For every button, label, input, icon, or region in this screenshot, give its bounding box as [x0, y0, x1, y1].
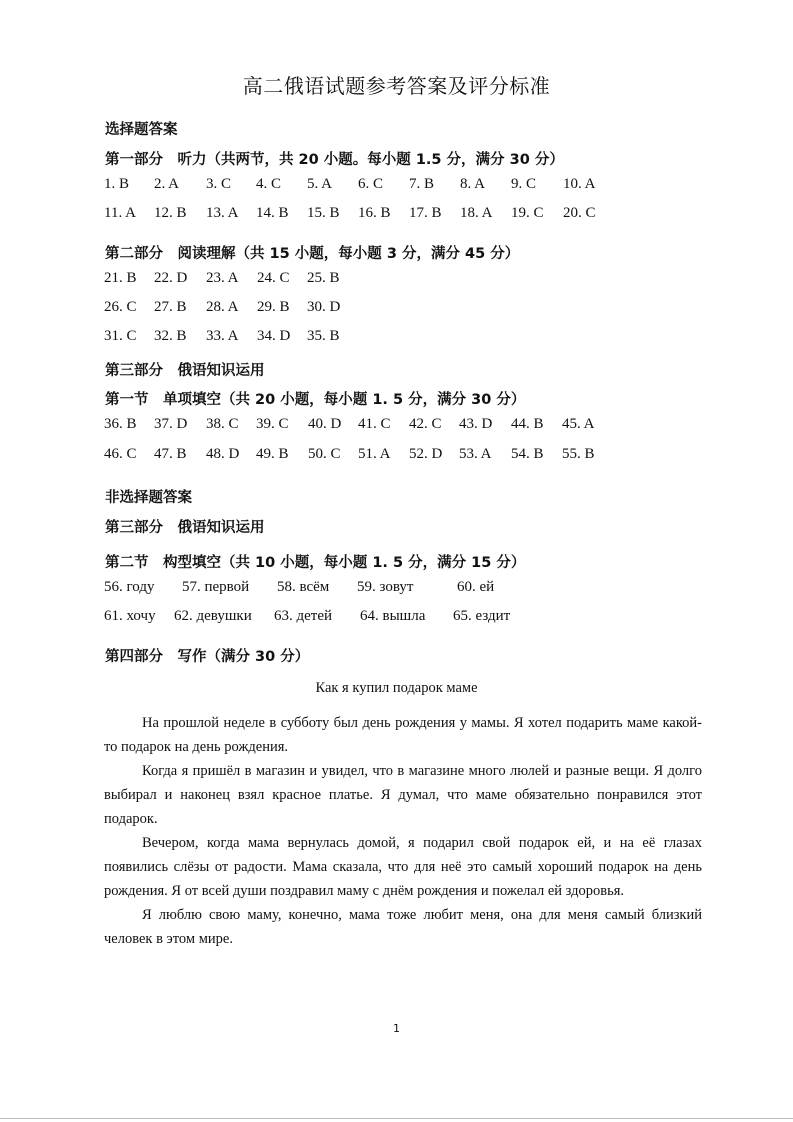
answer-item: 56. году	[104, 579, 155, 595]
part2-reading-heading: 第二部分 阅读理解（共 15 小题，每小题 3 分，满分 45 分）	[105, 246, 520, 262]
answer-item: 23. A	[206, 270, 239, 286]
answer-item: 6. C	[358, 176, 384, 192]
answer-item: 63. детей	[274, 608, 333, 624]
answer-item: 30. D	[307, 299, 341, 315]
answer-item: 65. ездит	[453, 608, 511, 624]
section2-word-forms-heading: 第二节 构型填空（共 10 小题，每小题 1. 5 分，满分 15 分）	[105, 555, 526, 571]
answer-item: 51. A	[358, 446, 391, 462]
answer-item: 11. A	[104, 205, 136, 221]
page-title: 高二俄语试题参考答案及评分标准	[242, 74, 551, 98]
answer-item: 59. зовут	[357, 579, 414, 595]
essay-body	[104, 711, 702, 951]
answer-item: 32. B	[154, 328, 187, 344]
part4-writing-heading: 第四部分 写作（满分 30 分）	[105, 649, 310, 665]
page-bottom-divider	[0, 1118, 793, 1119]
essay-paragraph: Когда я пришёл в магазин и увидел, что в магазине много люлей и разные вещи. Я долго выбирал и наконец взял красное платье. Я думал, что маме обязательно понравился этот подарок.	[104, 763, 702, 827]
answer-item: 13. A	[206, 205, 239, 221]
answer-item: 36. B	[104, 416, 137, 432]
answer-item: 1. B	[104, 176, 130, 192]
answer-item: 25. B	[307, 270, 340, 286]
answer-item: 62. девушки	[174, 608, 252, 624]
answer-item: 8. A	[460, 176, 486, 192]
answer-item: 64. вышла	[360, 608, 426, 624]
answer-item: 14. B	[256, 205, 289, 221]
answer-item: 21. B	[104, 270, 137, 286]
answer-item: 49. B	[256, 446, 289, 462]
answer-item: 39. C	[256, 416, 289, 432]
answer-item: 4. C	[256, 176, 282, 192]
answer-item: 33. A	[206, 328, 239, 344]
answer-item: 47. B	[154, 446, 187, 462]
answer-item: 61. хочу	[104, 608, 156, 624]
answer-item: 9. C	[511, 176, 537, 192]
answer-item: 31. C	[104, 328, 137, 344]
section1-single-choice-heading: 第一节 单项填空（共 20 小题，每小题 1. 5 分，满分 30 分）	[105, 392, 526, 408]
answer-item: 19. C	[511, 205, 544, 221]
answer-item: 2. A	[154, 176, 180, 192]
part1-listening-heading: 第一部分 听力（共两节，共 20 小题。每小题 1.5 分，满分 30 分）	[105, 152, 564, 168]
answer-item: 37. D	[154, 416, 188, 432]
answer-item: 50. C	[308, 446, 341, 462]
answer-item: 10. A	[563, 176, 596, 192]
answer-item: 29. B	[257, 299, 290, 315]
answer-item: 20. C	[563, 205, 596, 221]
answer-item: 44. B	[511, 416, 544, 432]
answer-item: 40. D	[308, 416, 342, 432]
answer-item: 45. A	[562, 416, 595, 432]
answer-item: 17. B	[409, 205, 442, 221]
answer-item: 26. C	[104, 299, 137, 315]
essay-paragraph: Я люблю свою маму, конечно, мама тоже любит меня, она для меня самый близкий человек в этом мире.	[104, 907, 702, 947]
answer-item: 18. A	[460, 205, 493, 221]
answer-item: 46. C	[104, 446, 137, 462]
answer-item: 55. B	[562, 446, 595, 462]
answer-item: 12. B	[154, 205, 187, 221]
answer-item: 57. первой	[182, 579, 250, 595]
essay-paragraph: Вечером, когда мама вернулась домой, я подарил свой подарок ей, и на её глазах появились слёзы от радости. Мама сказала, что для неё это самый хороший подарок на день рождения. Я от всей души поздравил маму с днём рождения и пожелал ей здоровья.	[104, 835, 702, 899]
answer-item: 24. C	[257, 270, 290, 286]
answer-item: 15. B	[307, 205, 340, 221]
answer-item: 28. A	[206, 299, 239, 315]
answer-item: 5. A	[307, 176, 333, 192]
answer-item: 27. B	[154, 299, 187, 315]
answer-item: 53. A	[459, 446, 492, 462]
answer-item: 52. D	[409, 446, 443, 462]
answer-item: 58. всём	[277, 579, 330, 595]
answer-item: 42. C	[409, 416, 442, 432]
answer-item: 41. C	[358, 416, 391, 432]
part3b-knowledge-heading: 第三部分 俄语知识运用	[105, 520, 265, 536]
page-number: 1	[393, 1022, 400, 1035]
answer-item: 3. C	[206, 176, 232, 192]
answer-item: 60. ей	[457, 579, 495, 595]
answer-item: 22. D	[154, 270, 188, 286]
non-choice-answers-heading: 非选择题答案	[105, 490, 192, 506]
choice-answers-heading: 选择题答案	[105, 122, 178, 138]
answer-item: 54. B	[511, 446, 544, 462]
answer-item: 7. B	[409, 176, 435, 192]
part3-knowledge-heading: 第三部分 俄语知识运用	[105, 363, 265, 379]
answer-item: 43. D	[459, 416, 493, 432]
answer-item: 16. B	[358, 205, 391, 221]
essay-paragraph: На прошлой неделе в субботу был день рождения у мамы. Я хотел подарить маме какой-то подарок на день рождения.	[104, 715, 702, 755]
answer-item: 35. B	[307, 328, 340, 344]
answer-item: 48. D	[206, 446, 240, 462]
essay-title: Как я купил подарок маме	[315, 680, 478, 696]
answer-item: 34. D	[257, 328, 291, 344]
answer-item: 38. C	[206, 416, 239, 432]
